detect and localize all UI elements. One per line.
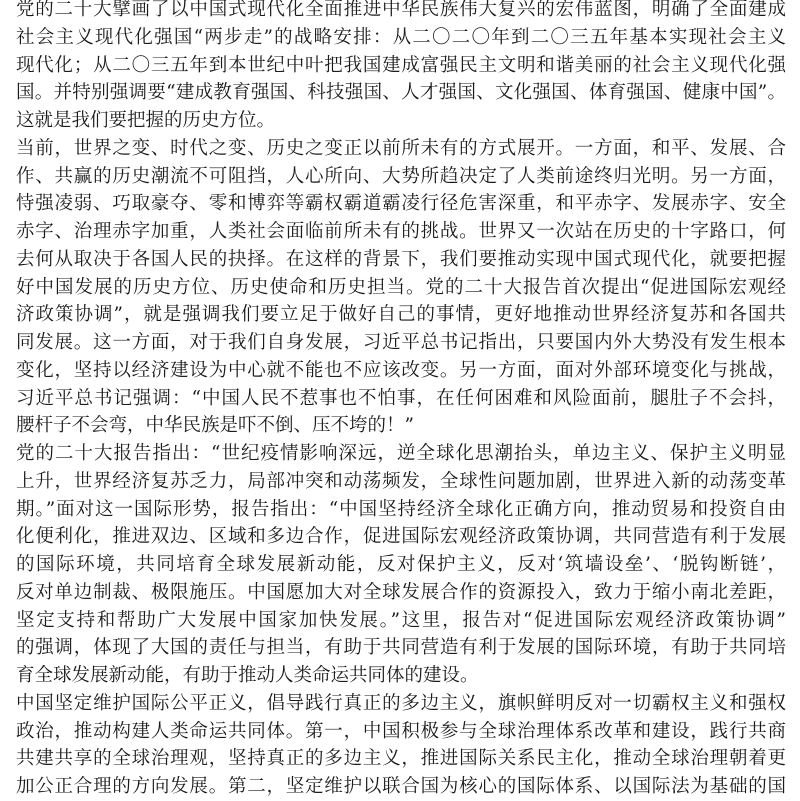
text-line: 社会主义现代化强国“两步走”的战略安排：从二〇二〇年到二〇三五年基本实现社会主义 (16, 26, 786, 48)
text-line: 的国际环境，共同培育全球发展新动能，反对保护主义，反对‘筑墙设垒’、‘脱钩断链’， (16, 554, 786, 575)
text-line: 济政策协调”，就是强调我们要立足于做好自己的事情，更好地推动世界经济复苏和各国共 (16, 304, 786, 326)
text-line: 加公正合理的方向发展。第二，坚定维护以联合国为核心的国际体系、以国际法为基础的国 (16, 776, 786, 797)
text-line: 中国坚定维护国际公平正义，倡导践行真正的多边主义，旗帜鲜明反对一切霸权主义和强权 (16, 692, 786, 714)
text-line: 现代化；从二〇三五年到本世纪中叶把我国建成富强民主文明和谐美丽的社会主义现代化强 (16, 54, 786, 76)
text-line: 当前，世界之变、时代之变、历史之变正以前所未有的方式展开。一方面，和平、发展、合 (16, 137, 786, 159)
text-line: 国。并特别强调要“建成教育强国、科技强国、人才强国、文化强国、体育强国、健康中国”。 (16, 82, 786, 104)
text-line: 去何从取决于各国人民的抉择。在这样的背景下，我们要推动实现中国式现代化，就要把握 (16, 248, 786, 270)
text-line: 期。”面对这一国际形势，报告指出：“中国坚持经济全球化正确方向，推动贸易和投资自由 (16, 498, 786, 520)
text-line: 作、共赢的历史潮流不可阻挡，人心所向、大势所趋决定了人类前途终归光明。另一方面， (16, 165, 786, 187)
text-line: 坚定支持和帮助广大发展中国家加快发展。”这里，报告对“促进国际宏观经济政策协调” (16, 609, 786, 631)
text-line: 习近平总书记强调：“中国人民不惹事也不怕事，在任何困难和风险面前，腿肚子不会抖， (16, 387, 786, 409)
document-body (16, 0, 786, 801)
text-line: 的强调，体现了大国的责任与担当，有助于共同营造有利于发展的国际环境，有助于共同培 (16, 637, 786, 659)
text-line: 政治，推动构建人类命运共同体。第一，中国积极参与全球治理体系改革和建设，践行共商 (16, 720, 786, 742)
text-line: 党的二十大擘画了以中国式现代化全面推进中华民族伟大复兴的宏伟蓝图，明确了全面建成 (16, 0, 786, 20)
paragraph (16, 0, 786, 135)
text-line: 好中国发展的历史方位、历史使命和历史担当。党的二十大报告首次提出“促进国际宏观经 (16, 276, 786, 298)
text-line: 共建共享的全球治理观，坚持真正的多边主义，推进国际关系民主化，推动全球治理朝着更 (16, 748, 786, 770)
text-line: 这就是我们要把握的历史方位。 (16, 110, 276, 131)
text-line: 腰杆子不会弯，中华民族是吓不倒、压不垮的！” (16, 415, 414, 437)
text-line: 恃强凌弱、巧取豪夺、零和博弈等霸权霸道霸凌行径危害深重，和平赤字、发展赤字、安全 (16, 193, 786, 215)
paragraph (16, 135, 786, 440)
text-line: 反对单边制裁、极限施压。中国愿加大对全球发展合作的资源投入，致力于缩小南北差距， (16, 581, 786, 603)
text-line: 赤字、治理赤字加重，人类社会面临前所未有的挑战。世界又一次站在历史的十字路口，何 (16, 221, 786, 242)
text-line: 化便利化，推进双边、区域和多边合作，促进国际宏观经济政策协调，共同营造有利于发展 (16, 526, 786, 548)
text-line: 党的二十大报告指出：“世纪疫情影响深远，逆全球化思潮抬头，单边主义、保护主义明显 (16, 443, 786, 464)
text-line: 上升，世界经济复苏乏力，局部冲突和动荡频发，全球性问题加剧，世界进入新的动荡变革 (16, 470, 786, 492)
text-line: 变化，坚持以经济建设为中心就不能也不应该改变。另一方面，面对外部环境变化与挑战， (16, 359, 786, 381)
text-line: 同发展。这一方面，对于我们自身发展，习近平总书记指出，只要国内外大势没有发生根本 (16, 332, 786, 353)
paragraph (16, 690, 786, 801)
text-line: 育全球发展新动能，有助于推动人类命运共同体的建设。 (16, 665, 479, 686)
paragraph (16, 440, 786, 690)
